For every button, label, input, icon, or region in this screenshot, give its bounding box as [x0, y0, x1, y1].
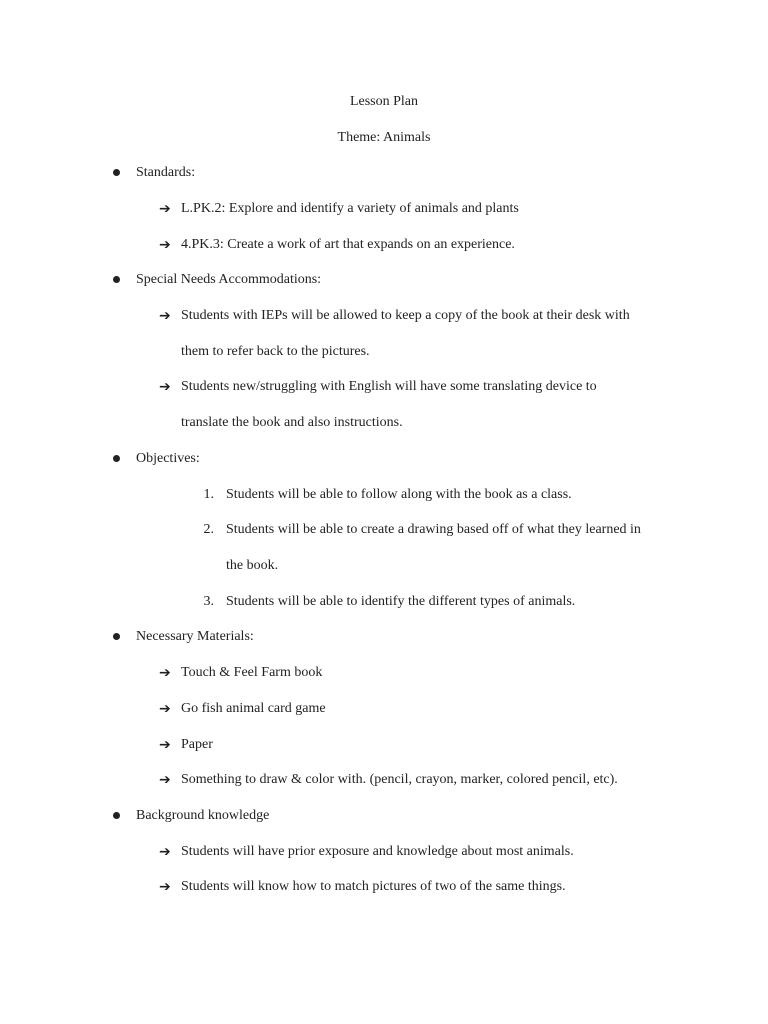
arrow-icon: ➔ — [159, 201, 171, 217]
bullet-dot — [113, 276, 120, 283]
list-item-line: them to refer back to the pictures. — [181, 344, 370, 359]
arrow-icon: ➔ — [159, 879, 171, 895]
section-heading: Objectives: — [136, 451, 200, 466]
list-item: Touch & Feel Farm book — [181, 665, 323, 680]
list-item: Students will have prior exposure and knowledge about most animals. — [181, 844, 574, 859]
list-number: 2. — [203, 522, 214, 537]
list-number: 1. — [203, 487, 214, 502]
list-item: Something to draw & color with. (pencil, crayon, marker, colored pencil, etc). — [181, 772, 618, 787]
list-item: L.PK.2: Explore and identify a variety of animals and plants — [181, 201, 519, 216]
document-theme: Theme: Animals — [337, 130, 431, 145]
section-heading: Special Needs Accommodations: — [136, 272, 322, 287]
list-item-line: the book. — [226, 558, 279, 573]
section-heading: Background knowledge — [136, 808, 270, 823]
arrow-icon: ➔ — [159, 379, 171, 395]
list-item: Paper — [181, 737, 213, 752]
list-item-line: translate the book and also instructions. — [181, 415, 403, 430]
list-number: 3. — [203, 594, 214, 609]
list-item-line: Students will be able to follow along with the book as a class. — [226, 487, 572, 502]
section-heading: Standards: — [136, 165, 196, 180]
list-item-line: Students will be able to identify the different types of animals. — [226, 594, 576, 609]
arrow-icon: ➔ — [159, 772, 171, 788]
list-item: 4.PK.3: Create a work of art that expands on an experience. — [181, 237, 515, 252]
bullet-dot — [113, 455, 120, 462]
arrow-icon: ➔ — [159, 308, 171, 324]
arrow-icon: ➔ — [159, 737, 171, 753]
bullet-dot — [113, 169, 120, 176]
section-heading: Necessary Materials: — [136, 629, 254, 644]
list-item: Students will know how to match pictures of two of the same things. — [181, 879, 566, 894]
arrow-icon: ➔ — [159, 237, 171, 253]
document-title: Lesson Plan — [349, 94, 419, 109]
arrow-icon: ➔ — [159, 701, 171, 717]
list-item-line: Students with IEPs will be allowed to keep a copy of the book at their desk with — [181, 308, 630, 323]
list-item: Go fish animal card game — [181, 701, 326, 716]
arrow-icon: ➔ — [159, 665, 171, 681]
bullet-dot — [113, 633, 120, 640]
arrow-icon: ➔ — [159, 844, 171, 860]
list-item-line: Students new/struggling with English will have some translating device to — [181, 379, 597, 394]
bullet-dot — [113, 812, 120, 819]
list-item-line: Students will be able to create a drawing based off of what they learned in — [226, 522, 641, 537]
